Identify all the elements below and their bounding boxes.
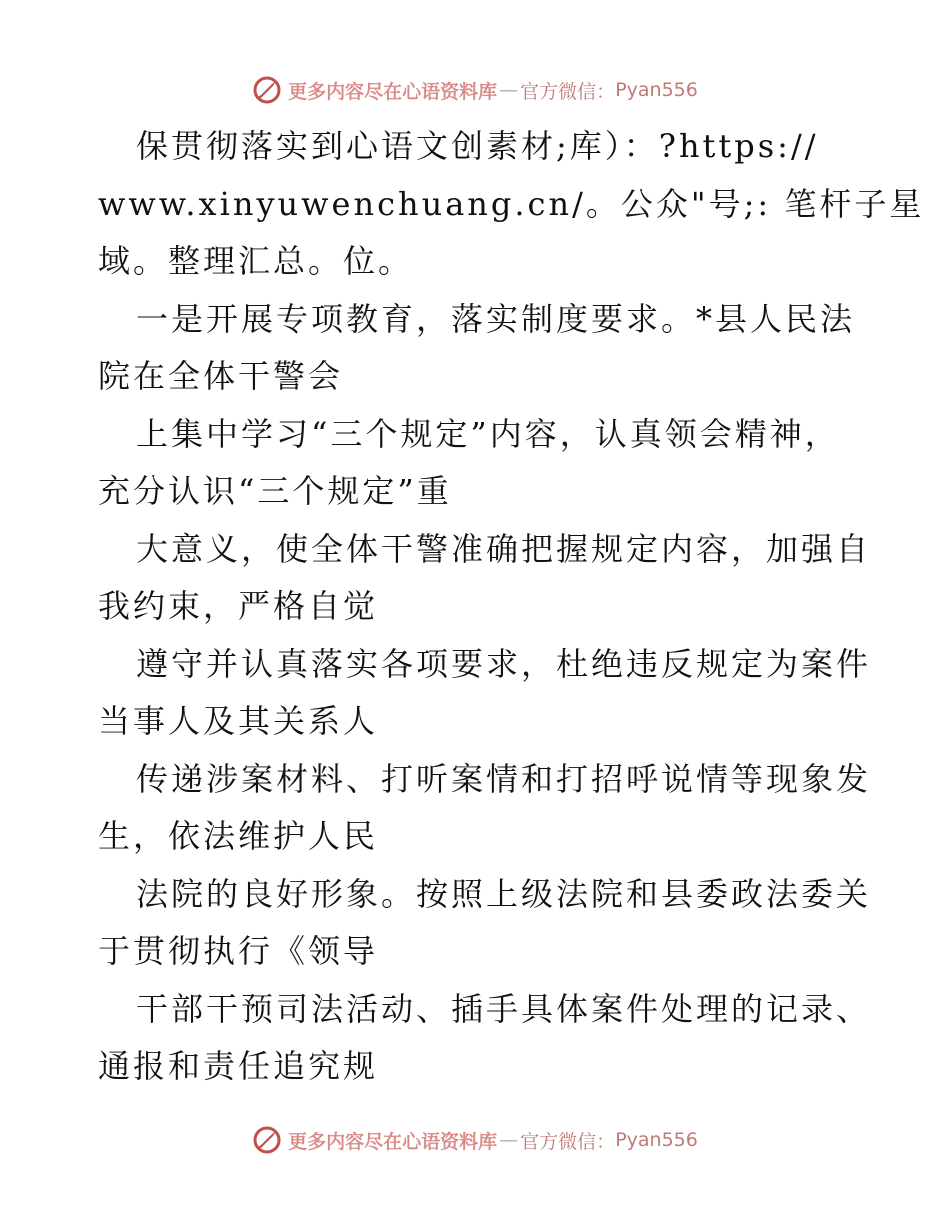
text-line: 上集中学习“三个规定”内容，认真领会精神，: [136, 414, 840, 453]
footer-banner: [0, 1120, 950, 1160]
quill-pen-logo-icon: [252, 75, 282, 105]
text-line: 法院的良好形象。按照上级法院和县委政法委关: [136, 874, 872, 913]
text-line: 保贯彻落实到心语文创素材;库）：?https://: [136, 127, 819, 165]
header-banner: [0, 70, 950, 110]
text-line: 大意义，使全体干警准确把握规定内容，加强自: [136, 529, 872, 568]
body-text: [98, 118, 925, 1096]
banner-separator: —: [499, 1129, 519, 1151]
text-line: 我约束，严格自觉: [98, 587, 379, 625]
banner-main-text: 更多内容尽在心语资料库: [288, 80, 498, 103]
banner-main-text: 更多内容尽在心语资料库: [288, 1130, 498, 1153]
text-line: 当事人及其关系人: [98, 702, 379, 740]
banner-wechat-label: 官方微信：: [520, 1130, 616, 1153]
quill-pen-logo-icon: [252, 1125, 282, 1155]
text-line: www.xinyuwenchuang.cn/。公众"号;: 笔杆子星: [98, 184, 925, 223]
text-line: 充分认识“三个规定”重: [98, 472, 452, 510]
text-line: 干部干预司法活动、插手具体案件处理的记录、: [136, 989, 872, 1028]
text-line: 院在全体干警会: [98, 357, 344, 395]
banner-separator: —: [499, 79, 519, 101]
text-line: 于贯彻执行《领导: [98, 932, 379, 970]
text-line: 域。整理汇总。位。: [98, 242, 414, 280]
text-line: 生，依法维护人民: [98, 817, 379, 855]
text-line: 传递涉案材料、打听案情和打招呼说情等现象发: [136, 759, 872, 798]
text-line: 遵守并认真落实各项要求，杜绝违反规定为案件: [136, 644, 872, 683]
banner-wechat-id: Pyan556: [615, 1129, 698, 1151]
banner-wechat-id: Pyan556: [615, 79, 698, 101]
text-line: 一是开展专项教育，落实制度要求。*县人民法: [136, 299, 856, 338]
text-line: 通报和责任追究规: [98, 1047, 379, 1085]
banner-wechat-label: 官方微信：: [520, 80, 616, 103]
